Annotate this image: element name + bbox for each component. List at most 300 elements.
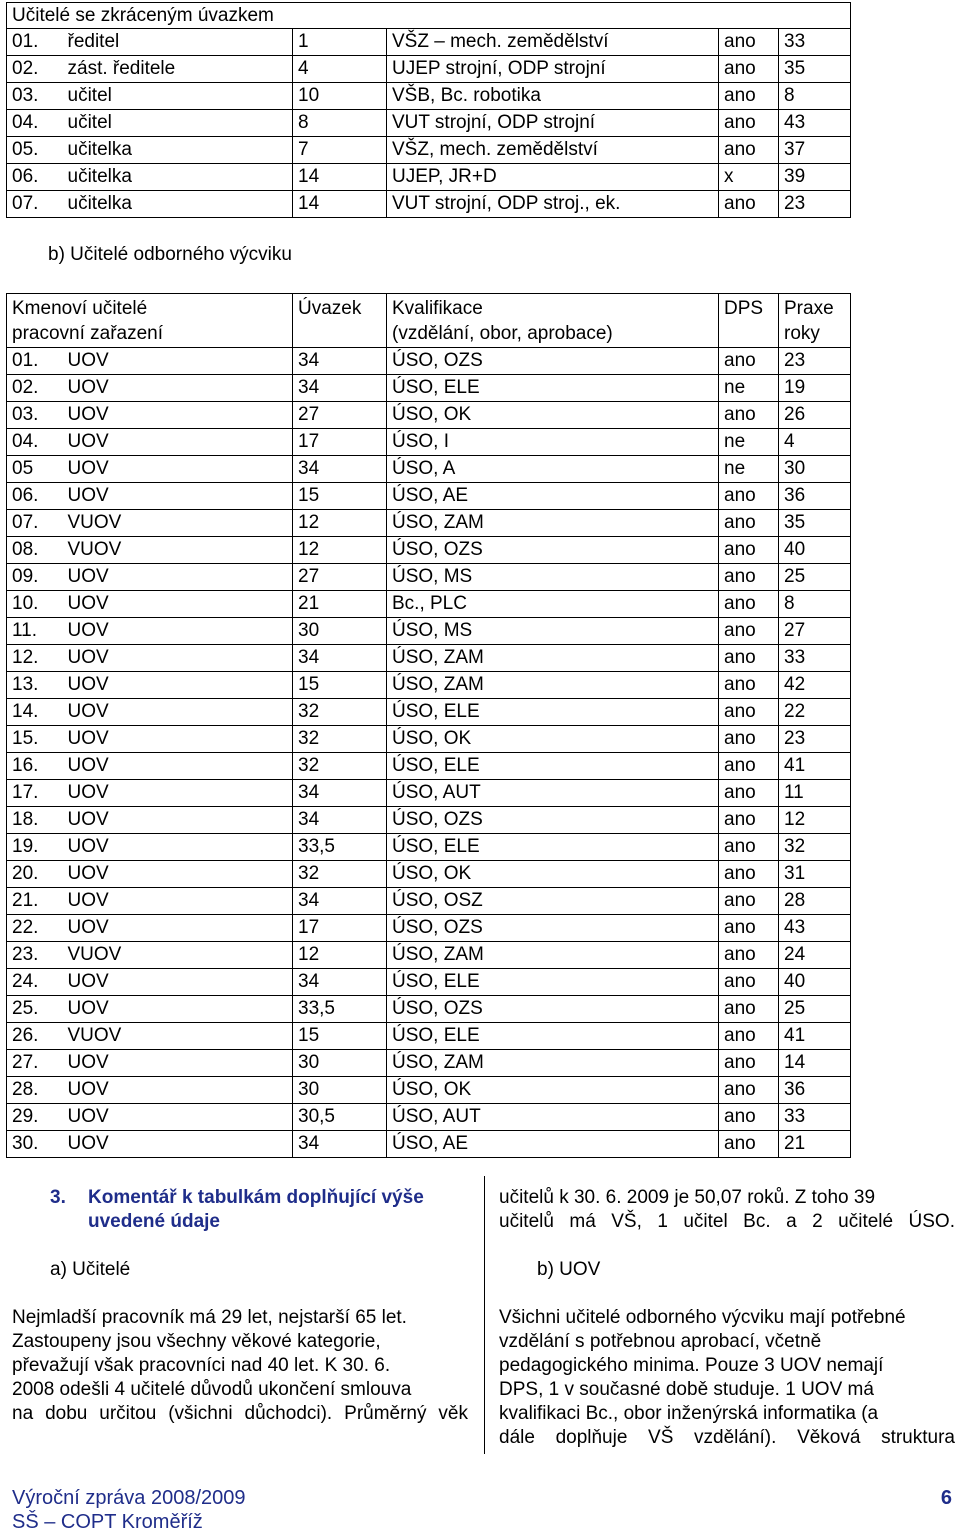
cell-number: 24. (7, 969, 63, 996)
table-row (7, 753, 851, 780)
cell-dps: ano (719, 483, 779, 510)
cell-position: UOV (63, 888, 293, 915)
cell-qualification: ÚSO, OK (387, 861, 719, 888)
cell-workload: 17 (293, 429, 387, 456)
cell-position: UOV (63, 456, 293, 483)
cell-dps: ano (719, 915, 779, 942)
text-line: pedagogického minima. Pouze 3 UOV nemají (499, 1355, 884, 1376)
table-row (7, 137, 851, 164)
cell-number: 07. (7, 510, 63, 537)
cell-number: 17. (7, 780, 63, 807)
cell-experience: 4 (779, 429, 851, 456)
cell-workload: 27 (293, 402, 387, 429)
cell-number: 02. (7, 375, 63, 402)
cell-position: UOV (63, 483, 293, 510)
cell-position: UOV (63, 915, 293, 942)
header-dps-label: DPS (724, 298, 764, 319)
cell-dps: ano (719, 996, 779, 1023)
cell-position: UOV (63, 645, 293, 672)
table-row (7, 164, 851, 191)
table-row (7, 672, 851, 699)
cell-experience: 41 (779, 1023, 851, 1050)
cell-workload: 21 (293, 591, 387, 618)
cell-dps: ano (719, 888, 779, 915)
cell-workload: 12 (293, 510, 387, 537)
footer-line-1: Výroční zpráva 2008/2009 (12, 1487, 246, 1509)
cell-number: 23. (7, 942, 63, 969)
table-row (7, 510, 851, 537)
cell-workload: 14 (293, 164, 387, 191)
cell-experience: 25 (779, 564, 851, 591)
cell-qualification: Bc., PLC (387, 591, 719, 618)
cell-experience: 12 (779, 807, 851, 834)
cell-dps: ne (719, 375, 779, 402)
cell-experience: 43 (779, 110, 851, 137)
table-row (7, 456, 851, 483)
cell-number: 16. (7, 753, 63, 780)
cell-workload: 30 (293, 618, 387, 645)
section-b-title: b) Učitelé odborného výcviku (48, 244, 292, 265)
table-row (7, 888, 851, 915)
text-line: Všichni učitelé odborného výcviku mají potřebné (499, 1307, 906, 1328)
cell-position: UOV (63, 564, 293, 591)
cell-dps: ano (719, 591, 779, 618)
cell-position: učitel (63, 83, 293, 110)
cell-qualification: ÚSO, AUT (387, 780, 719, 807)
cell-qualification: ÚSO, OZS (387, 915, 719, 942)
cell-dps: ano (719, 510, 779, 537)
table-row (7, 402, 851, 429)
cell-dps: ano (719, 137, 779, 164)
cell-experience: 23 (779, 191, 851, 218)
cell-workload: 34 (293, 348, 387, 375)
cell-dps: ano (719, 645, 779, 672)
cell-number: 09. (7, 564, 63, 591)
header-experience-line2: roky (784, 323, 820, 344)
cell-experience: 8 (779, 83, 851, 110)
cell-position: UOV (63, 969, 293, 996)
table-row (7, 915, 851, 942)
cell-number: 12. (7, 645, 63, 672)
header-staff (7, 294, 293, 348)
cell-dps: ano (719, 348, 779, 375)
cell-experience: 37 (779, 137, 851, 164)
cell-qualification: ÚSO, ZAM (387, 672, 719, 699)
cell-qualification: ÚSO, ZAM (387, 1050, 719, 1077)
cell-dps: ano (719, 1077, 779, 1104)
table-row (7, 969, 851, 996)
cell-dps: ano (719, 672, 779, 699)
header-workload (293, 294, 387, 348)
cell-number: 13. (7, 672, 63, 699)
table-row (7, 1077, 851, 1104)
cell-workload: 7 (293, 137, 387, 164)
cell-number: 20. (7, 861, 63, 888)
cell-workload: 15 (293, 483, 387, 510)
cell-workload: 30 (293, 1077, 387, 1104)
cell-number: 08. (7, 537, 63, 564)
cell-experience: 40 (779, 969, 851, 996)
table-row (7, 1104, 851, 1131)
cell-dps: ano (719, 753, 779, 780)
cell-experience: 43 (779, 915, 851, 942)
header-qualification (387, 294, 719, 348)
table-row (7, 942, 851, 969)
text-line: učitelů má VŠ, 1 učitel Bc. a 2 učitelé ÚSO. (499, 1211, 955, 1232)
header-staff-line2: pracovní zařazení (12, 323, 164, 344)
header-workload-label: Úvazek (298, 298, 362, 319)
cell-experience: 33 (779, 1104, 851, 1131)
cell-experience: 33 (779, 645, 851, 672)
cell-qualification: VŠZ – mech. zemědělství (387, 29, 719, 56)
cell-workload: 12 (293, 942, 387, 969)
cell-position: UOV (63, 591, 293, 618)
cell-dps: x (719, 164, 779, 191)
cell-qualification: ÚSO, ELE (387, 375, 719, 402)
table-row (7, 1131, 851, 1158)
cell-dps: ano (719, 402, 779, 429)
cell-qualification: ÚSO, OZS (387, 807, 719, 834)
text-line: na dobu určitou (všichni důchodci). Průměrný věk (12, 1403, 468, 1424)
footer-line-2: SŠ – COPT Kroměříž (12, 1511, 203, 1533)
table-row (7, 591, 851, 618)
cell-experience: 24 (779, 942, 851, 969)
table-row (7, 483, 851, 510)
table-title: Učitelé se zkráceným úvazkem (7, 3, 851, 29)
table-row (7, 537, 851, 564)
section-3-title: Komentář k tabulkám doplňující výše uvedené údaje (88, 1187, 424, 1232)
cell-experience: 26 (779, 402, 851, 429)
cell-dps: ano (719, 1050, 779, 1077)
cell-number: 11. (7, 618, 63, 645)
header-dps (719, 294, 779, 348)
table-row (7, 1023, 851, 1050)
text-line: Nejmladší pracovník má 29 let, nejstarší 65 let. (12, 1307, 407, 1328)
cell-number: 28. (7, 1077, 63, 1104)
cell-workload: 34 (293, 1131, 387, 1158)
cell-experience: 36 (779, 483, 851, 510)
text-line: učitelů k 30. 6. 2009 je 50,07 roků. Z toho 39 (499, 1187, 876, 1208)
header-experience-line1: Praxe (784, 298, 834, 319)
cell-position: VUOV (63, 510, 293, 537)
cell-dps: ano (719, 699, 779, 726)
table-row (7, 429, 851, 456)
cell-number: 18. (7, 807, 63, 834)
text-line: vzdělání s potřebnou aprobací, včetně (499, 1331, 822, 1352)
cell-workload: 15 (293, 1023, 387, 1050)
cell-dps: ano (719, 564, 779, 591)
cell-dps: ano (719, 726, 779, 753)
table-row (7, 564, 851, 591)
cell-number: 06. (7, 164, 63, 191)
footer-report-title (12, 1486, 246, 1534)
cell-experience: 23 (779, 726, 851, 753)
cell-position: VUOV (63, 942, 293, 969)
cell-experience: 32 (779, 834, 851, 861)
cell-workload: 30 (293, 1050, 387, 1077)
cell-qualification: UJEP strojní, ODP strojní (387, 56, 719, 83)
uov-comment-paragraph (499, 1306, 955, 1450)
cell-experience: 41 (779, 753, 851, 780)
cell-workload: 10 (293, 83, 387, 110)
cell-position: VUOV (63, 537, 293, 564)
cell-number: 04. (7, 110, 63, 137)
cell-experience: 11 (779, 780, 851, 807)
cell-dps: ano (719, 191, 779, 218)
cell-number: 03. (7, 83, 63, 110)
table-row (7, 83, 851, 110)
cell-workload: 32 (293, 699, 387, 726)
teachers-comment-paragraph (12, 1306, 468, 1426)
table-row (7, 56, 851, 83)
cell-number: 01. (7, 348, 63, 375)
cell-position: UOV (63, 1104, 293, 1131)
cell-dps: ano (719, 1023, 779, 1050)
cell-workload: 4 (293, 56, 387, 83)
cell-number: 01. (7, 29, 63, 56)
text-line: dále doplňuje VŠ vzdělání). Věková struktura (499, 1427, 955, 1448)
cell-experience: 14 (779, 1050, 851, 1077)
cell-workload: 34 (293, 645, 387, 672)
cell-position: učitelka (63, 191, 293, 218)
cell-qualification: ÚSO, ZAM (387, 645, 719, 672)
table-row (7, 780, 851, 807)
table-row (7, 191, 851, 218)
cell-position: ředitel (63, 29, 293, 56)
cell-qualification: ÚSO, ELE (387, 753, 719, 780)
table-row (7, 807, 851, 834)
cell-qualification: ÚSO, ZAM (387, 942, 719, 969)
cell-experience: 21 (779, 1131, 851, 1158)
cell-qualification: ÚSO, ELE (387, 699, 719, 726)
column-divider (484, 1176, 485, 1454)
cell-qualification: ÚSO, MS (387, 564, 719, 591)
cell-dps: ano (719, 110, 779, 137)
cell-qualification: ÚSO, OZS (387, 537, 719, 564)
cell-number: 05. (7, 137, 63, 164)
table-row (7, 861, 851, 888)
table-row (7, 29, 851, 56)
cell-qualification: ÚSO, ELE (387, 1023, 719, 1050)
text-line: kvalifikaci Bc., obor inženýrská informatika (a (499, 1403, 879, 1424)
cell-qualification: UJEP, JR+D (387, 164, 719, 191)
section-3-heading (50, 1186, 472, 1234)
cell-experience: 19 (779, 375, 851, 402)
cell-workload: 15 (293, 672, 387, 699)
table-row (7, 375, 851, 402)
cell-workload: 34 (293, 375, 387, 402)
cell-qualification: ÚSO, OK (387, 1077, 719, 1104)
cell-experience: 27 (779, 618, 851, 645)
cell-workload: 17 (293, 915, 387, 942)
cell-qualification: ÚSO, ZAM (387, 510, 719, 537)
cell-workload: 27 (293, 564, 387, 591)
vocational-teachers-table (6, 293, 851, 1158)
cell-dps: ano (719, 29, 779, 56)
cell-position: UOV (63, 672, 293, 699)
cell-workload: 34 (293, 780, 387, 807)
cell-qualification: ÚSO, OK (387, 726, 719, 753)
cell-experience: 35 (779, 56, 851, 83)
cell-dps: ano (719, 83, 779, 110)
cell-workload: 12 (293, 537, 387, 564)
table-row (7, 834, 851, 861)
cell-position: učitelka (63, 164, 293, 191)
cell-qualification: ÚSO, AE (387, 1131, 719, 1158)
cell-workload: 33,5 (293, 996, 387, 1023)
cell-position: učitelka (63, 137, 293, 164)
text-line: převažují však pracovníci nad 40 let. K 30. 6. (12, 1355, 391, 1376)
cell-number: 07. (7, 191, 63, 218)
cell-workload: 14 (293, 191, 387, 218)
table-row (7, 1050, 851, 1077)
cell-number: 05 (7, 456, 63, 483)
cell-qualification: ÚSO, OSZ (387, 888, 719, 915)
cell-qualification: ÚSO, A (387, 456, 719, 483)
text-line: DPS, 1 v současné době studuje. 1 UOV má (499, 1379, 874, 1400)
cell-position: UOV (63, 861, 293, 888)
cell-dps: ano (719, 1104, 779, 1131)
cell-number: 26. (7, 1023, 63, 1050)
cell-workload: 30,5 (293, 1104, 387, 1131)
cell-workload: 34 (293, 969, 387, 996)
cell-dps: ano (719, 807, 779, 834)
cell-experience: 8 (779, 591, 851, 618)
cell-position: UOV (63, 834, 293, 861)
cell-dps: ano (719, 834, 779, 861)
cell-dps: ano (719, 969, 779, 996)
cell-position: zást. ředitele (63, 56, 293, 83)
text-line: 2008 odešli 4 učitelé důvodů ukončení smlouva (12, 1379, 412, 1400)
cell-position: UOV (63, 1131, 293, 1158)
cell-experience: 36 (779, 1077, 851, 1104)
cell-dps: ano (719, 780, 779, 807)
cell-number: 15. (7, 726, 63, 753)
cell-qualification: ÚSO, OZS (387, 996, 719, 1023)
cell-experience: 25 (779, 996, 851, 1023)
table-row (7, 110, 851, 137)
cell-qualification: ÚSO, AUT (387, 1104, 719, 1131)
table-row (7, 348, 851, 375)
cell-number: 19. (7, 834, 63, 861)
cell-experience: 39 (779, 164, 851, 191)
cell-position: UOV (63, 618, 293, 645)
cell-dps: ano (719, 56, 779, 83)
cell-number: 14. (7, 699, 63, 726)
text-line: Zastoupeny jsou všechny věkové kategorie, (12, 1331, 381, 1352)
cell-position: UOV (63, 780, 293, 807)
cell-qualification: VŠB, Bc. robotika (387, 83, 719, 110)
subheading-teachers: a) Učitelé (50, 1259, 131, 1280)
cell-position: UOV (63, 375, 293, 402)
cell-dps: ano (719, 1131, 779, 1158)
cell-position: UOV (63, 1050, 293, 1077)
cell-position: UOV (63, 429, 293, 456)
cell-qualification: VUT strojní, ODP strojní (387, 110, 719, 137)
cell-position: UOV (63, 996, 293, 1023)
cell-position: učitel (63, 110, 293, 137)
cell-experience: 42 (779, 672, 851, 699)
header-qualification-line2: (vzdělání, obor, aprobace) (392, 323, 613, 344)
cell-qualification: ÚSO, ELE (387, 969, 719, 996)
table-row (7, 645, 851, 672)
cell-qualification: ÚSO, ELE (387, 834, 719, 861)
cell-workload: 33,5 (293, 834, 387, 861)
header-experience (779, 294, 851, 348)
cell-workload: 34 (293, 888, 387, 915)
age-summary-paragraph (499, 1186, 955, 1234)
cell-position: UOV (63, 1077, 293, 1104)
cell-position: UOV (63, 726, 293, 753)
cell-qualification: ÚSO, OZS (387, 348, 719, 375)
table-title-row (7, 3, 851, 29)
cell-workload: 1 (293, 29, 387, 56)
cell-workload: 32 (293, 753, 387, 780)
table-row (7, 699, 851, 726)
header-staff-line1: Kmenoví učitelé (12, 298, 148, 319)
table-row (7, 726, 851, 753)
cell-workload: 34 (293, 807, 387, 834)
cell-experience: 33 (779, 29, 851, 56)
cell-number: 04. (7, 429, 63, 456)
page-number: 6 (940, 1487, 952, 1509)
cell-number: 03. (7, 402, 63, 429)
cell-position: VUOV (63, 1023, 293, 1050)
cell-qualification: ÚSO, AE (387, 483, 719, 510)
cell-dps: ne (719, 456, 779, 483)
cell-qualification: ÚSO, OK (387, 402, 719, 429)
cell-workload: 32 (293, 726, 387, 753)
cell-position: UOV (63, 402, 293, 429)
cell-experience: 22 (779, 699, 851, 726)
cell-position: UOV (63, 699, 293, 726)
cell-dps: ano (719, 942, 779, 969)
table-header-row (7, 294, 851, 348)
cell-experience: 35 (779, 510, 851, 537)
cell-qualification: ÚSO, I (387, 429, 719, 456)
cell-dps: ano (719, 537, 779, 564)
cell-workload: 8 (293, 110, 387, 137)
cell-qualification: ÚSO, MS (387, 618, 719, 645)
cell-number: 22. (7, 915, 63, 942)
cell-experience: 23 (779, 348, 851, 375)
cell-experience: 28 (779, 888, 851, 915)
header-qualification-line1: Kvalifikace (392, 298, 483, 319)
part-time-teachers-table (6, 2, 851, 218)
table-row (7, 996, 851, 1023)
cell-position: UOV (63, 807, 293, 834)
cell-position: UOV (63, 348, 293, 375)
cell-dps: ne (719, 429, 779, 456)
cell-number: 25. (7, 996, 63, 1023)
cell-number: 30. (7, 1131, 63, 1158)
cell-experience: 31 (779, 861, 851, 888)
cell-qualification: VŠZ, mech. zemědělství (387, 137, 719, 164)
cell-experience: 30 (779, 456, 851, 483)
cell-number: 21. (7, 888, 63, 915)
cell-number: 10. (7, 591, 63, 618)
cell-workload: 34 (293, 456, 387, 483)
cell-position: UOV (63, 753, 293, 780)
cell-number: 06. (7, 483, 63, 510)
cell-dps: ano (719, 618, 779, 645)
section-3-number: 3. (50, 1187, 66, 1208)
table-row (7, 618, 851, 645)
cell-dps: ano (719, 861, 779, 888)
cell-experience: 40 (779, 537, 851, 564)
cell-number: 29. (7, 1104, 63, 1131)
cell-number: 02. (7, 56, 63, 83)
